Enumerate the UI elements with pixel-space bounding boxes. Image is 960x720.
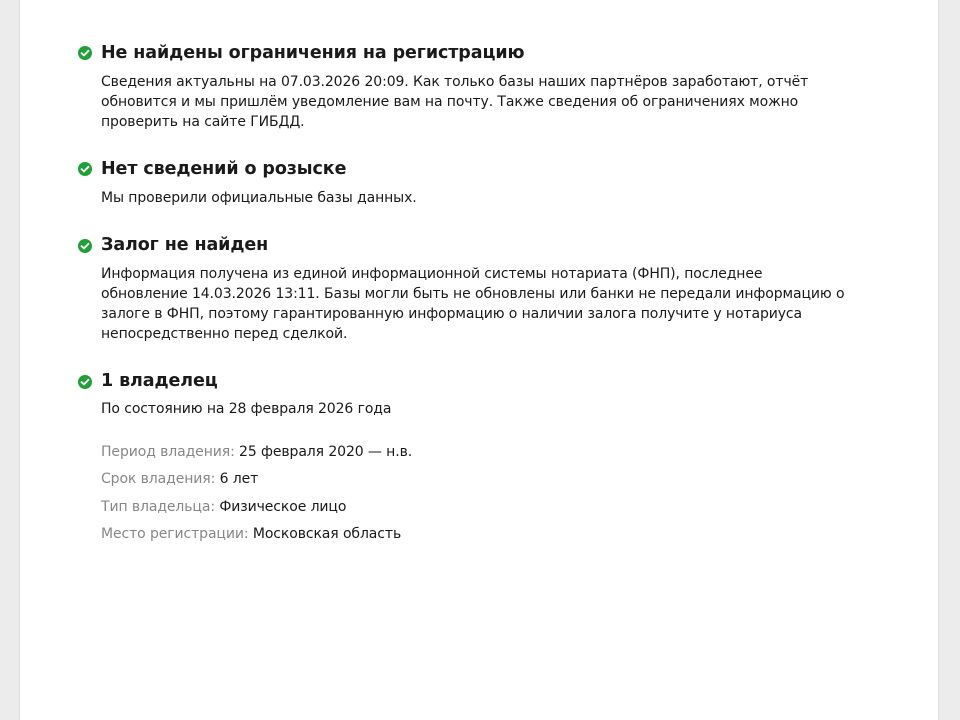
section-title: Залог не найден (101, 235, 269, 255)
check-circle-icon (78, 239, 92, 253)
description-line: обновление 14.03.2026 13:11. Базы могли быть не обновлены или банки не передали информацию о (101, 286, 845, 302)
section-title: 1 владелец (101, 371, 218, 391)
description-line: По состоянию на 28 февраля 2026 года (101, 401, 392, 417)
section-title: Не найдены ограничения на регистрацию (101, 43, 525, 63)
detail-owner-type (101, 499, 346, 515)
description-line: Мы проверили официальные базы данных. (101, 190, 417, 206)
detail-key: Место регистрации: (101, 526, 249, 542)
description-line: непосредственно перед сделкой. (101, 326, 348, 342)
description-line: залоге в ФНП, поэтому гарантированную информацию о наличии залога получите у нотариуса (101, 306, 802, 322)
description-line: Информация получена из единой информационной системы нотариата (ФНП), последнее (101, 266, 763, 282)
section-title: Нет сведений о розыске (101, 159, 347, 179)
detail-key: Период владения: (101, 444, 235, 460)
section-description (101, 72, 861, 132)
detail-registration-place (101, 526, 401, 542)
detail-value: Московская область (252, 526, 402, 542)
description-line: проверить на сайте ГИБДД. (101, 114, 305, 130)
section-description (101, 264, 861, 344)
section-description (101, 188, 861, 208)
check-circle-icon (78, 162, 92, 176)
detail-key: Срок владения: (101, 471, 216, 487)
detail-value: Физическое лицо (219, 499, 347, 515)
description-line: обновится и мы пришлём уведомление вам на почту. Также сведения об ограничениях можно (101, 94, 799, 110)
check-circle-icon (78, 375, 92, 389)
description-line: Сведения актуальны на 07.03.2026 20:09. Как только базы наших партнёров заработают, отчёт (101, 74, 809, 90)
detail-value: 6 лет (219, 471, 259, 487)
detail-key: Тип владельца: (101, 499, 215, 515)
detail-ownership-duration (101, 471, 258, 487)
detail-value: 25 февраля 2020 — н.в. (239, 444, 413, 460)
check-circle-icon (78, 46, 92, 60)
report-card (19, 0, 939, 720)
section-description (101, 399, 861, 419)
detail-ownership-period (101, 444, 412, 460)
